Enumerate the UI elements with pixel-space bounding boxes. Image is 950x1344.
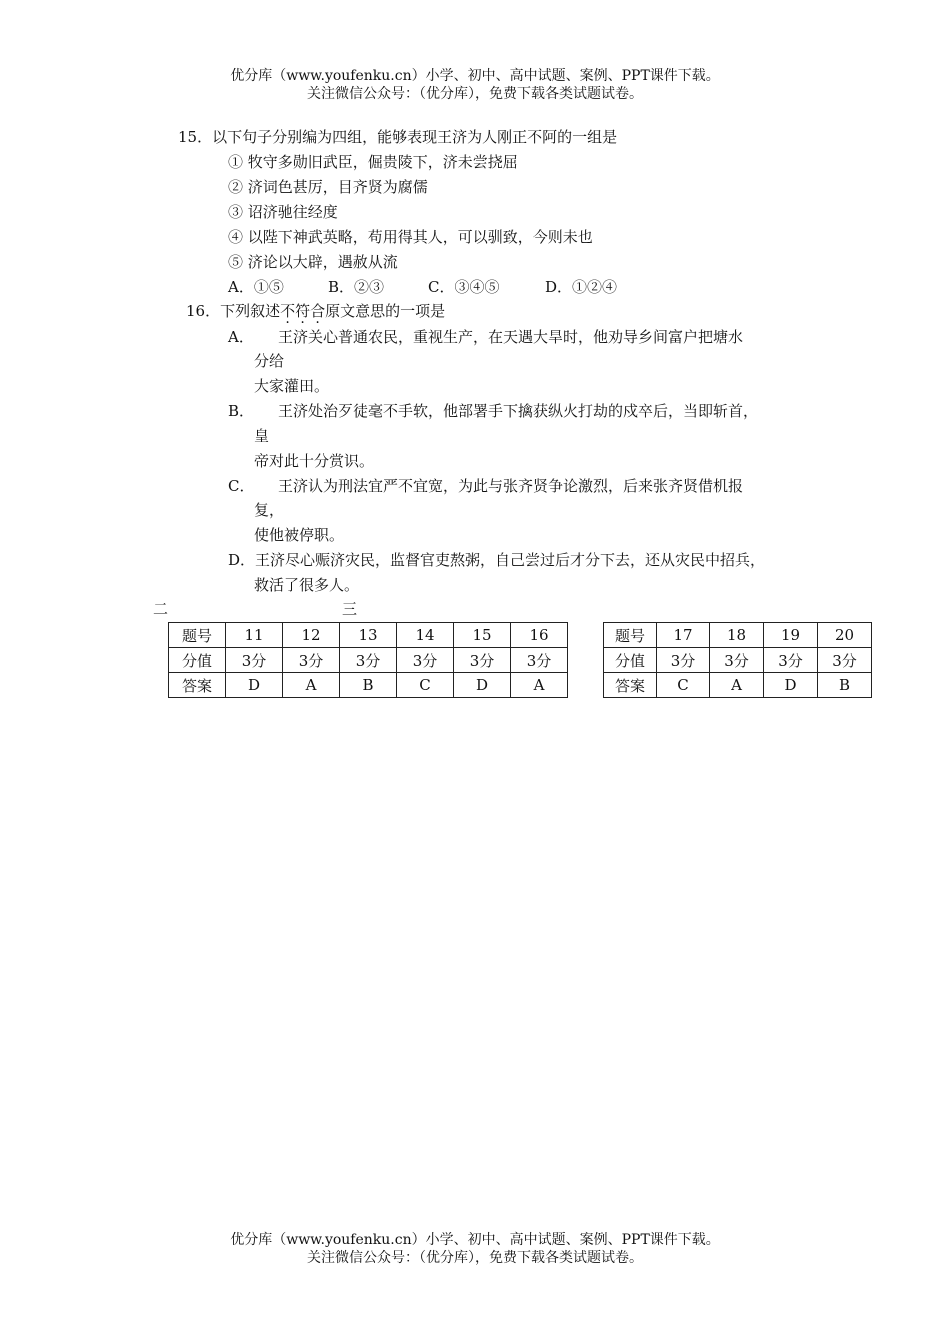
table-cell: 14 <box>397 623 454 648</box>
table-cell: 12 <box>283 623 340 648</box>
table-cell: B <box>818 673 872 698</box>
q16-b-label: B． <box>228 402 255 420</box>
page-header <box>0 67 950 103</box>
footer-line-1: 优分库（www.youfenku.cn）小学、初中、高中试题、案例、PPT课件下载。 <box>230 1232 720 1248</box>
table-cell: D <box>454 673 511 698</box>
table-cell: 11 <box>226 623 283 648</box>
table-cell: 20 <box>818 623 872 648</box>
table-cell: 3分 <box>283 648 340 673</box>
q15-option-d: D．①②④ <box>545 278 618 296</box>
q16-stem-prefix: 16．下列叙述 <box>186 302 281 320</box>
table-cell: 3分 <box>397 648 454 673</box>
q15-option-b: B．②③ <box>328 278 385 296</box>
answer-table-right <box>603 622 872 698</box>
q16-a-line-1: 王济关心普通农民，重视生产，在天遇大旱时，他劝导乡间富户把塘水 <box>278 328 744 346</box>
table-cell: A <box>511 673 568 698</box>
q16-b-line-1: 王济处治歹徒毫不手软，他部署手下擒获纵火打劫的戍卒后，当即斩首， <box>278 402 759 420</box>
table-cell: 17 <box>657 623 710 648</box>
q16-d-line-1: D．王济尽心赈济灾民，监督官吏熬粥，自己尝过后才分下去，还从灾民中招兵， <box>228 551 766 569</box>
q15-option-a: A．①⑤ <box>228 278 284 296</box>
q16-b-line-3: 帝对此十分赏识。 <box>254 452 375 470</box>
table-cell: 19 <box>764 623 818 648</box>
q16-d-line-2: 救活了很多人。 <box>254 576 360 594</box>
table-cell: 3分 <box>657 648 710 673</box>
q15-item-5: ⑤ 济论以大辟，遇赦从流 <box>228 253 398 271</box>
table-cell: 3分 <box>764 648 818 673</box>
table-row <box>604 648 872 673</box>
table-cell: 18 <box>710 623 764 648</box>
q16-c-line-1: 王济认为刑法宜严不宜宽，为此与张齐贤争论激烈，后来张齐贤借机报 <box>278 477 744 495</box>
answer-table-left <box>168 622 568 698</box>
q16-c-label: C． <box>228 477 255 495</box>
q16-emph-2: 符 <box>295 302 311 320</box>
q15-item-3: ③ 诏济驰往经度 <box>228 203 338 221</box>
table-cell: A <box>710 673 764 698</box>
table-cell: 13 <box>340 623 397 648</box>
table-cell: 答案 <box>604 673 657 698</box>
table-cell: 16 <box>511 623 568 648</box>
table-cell: 分值 <box>604 648 657 673</box>
q15-item-1: ① 牧守多勋旧武臣，倔贵陵下，济未尝挠屈 <box>228 153 518 171</box>
table-cell: 分值 <box>169 648 226 673</box>
header-line-2: 关注微信公众号：（优分库），免费下载各类试题试卷。 <box>307 86 643 102</box>
table-row <box>604 673 872 698</box>
table-cell: 3分 <box>710 648 764 673</box>
q15-option-c: C．③④⑤ <box>428 278 500 296</box>
table-cell: 3分 <box>454 648 511 673</box>
table-row <box>169 648 568 673</box>
table-cell: 3分 <box>340 648 397 673</box>
table-cell: 题号 <box>604 623 657 648</box>
section-two-label: 二 <box>153 600 169 618</box>
table-cell: C <box>397 673 454 698</box>
table-cell: C <box>657 673 710 698</box>
q16-emph-1: 不 <box>280 302 296 320</box>
page-footer <box>0 1231 950 1267</box>
section-three-label: 三 <box>342 600 358 618</box>
table-row <box>169 673 568 698</box>
q16-emph-3: 合 <box>310 302 326 320</box>
q15-stem: 15．以下句子分别编为四组，能够表现王济为人刚正不阿的一组是 <box>178 128 618 146</box>
table-cell: D <box>226 673 283 698</box>
table-row <box>604 623 872 648</box>
q15-item-4: ④ 以陛下神武英略，苟用得其人，可以驯致，今则未也 <box>228 228 593 246</box>
table-cell: 题号 <box>169 623 226 648</box>
footer-line-2: 关注微信公众号：（优分库），免费下载各类试题试卷。 <box>307 1250 643 1266</box>
table-cell: 3分 <box>511 648 568 673</box>
q16-c-line-2: 复， <box>254 501 285 519</box>
q16-stem <box>186 300 445 322</box>
q15-item-2: ② 济词色甚厉，目齐贤为腐儒 <box>228 178 428 196</box>
table-cell: 答案 <box>169 673 226 698</box>
table-cell: D <box>764 673 818 698</box>
q16-a-line-2: 分给 <box>254 352 285 370</box>
q16-a-label: A． <box>228 328 254 346</box>
table-cell: 3分 <box>818 648 872 673</box>
table-cell: 15 <box>454 623 511 648</box>
q16-b-line-2: 皇 <box>254 427 270 445</box>
table-row <box>169 623 568 648</box>
header-line-1: 优分库（www.youfenku.cn）小学、初中、高中试题、案例、PPT课件下载。 <box>230 68 720 84</box>
q16-stem-suffix: 原文意思的一项是 <box>325 302 446 320</box>
q16-c-line-3: 使他被停职。 <box>254 526 345 544</box>
q16-a-line-3: 大家灌田。 <box>254 377 330 395</box>
table-cell: A <box>283 673 340 698</box>
table-cell: B <box>340 673 397 698</box>
table-cell: 3分 <box>226 648 283 673</box>
